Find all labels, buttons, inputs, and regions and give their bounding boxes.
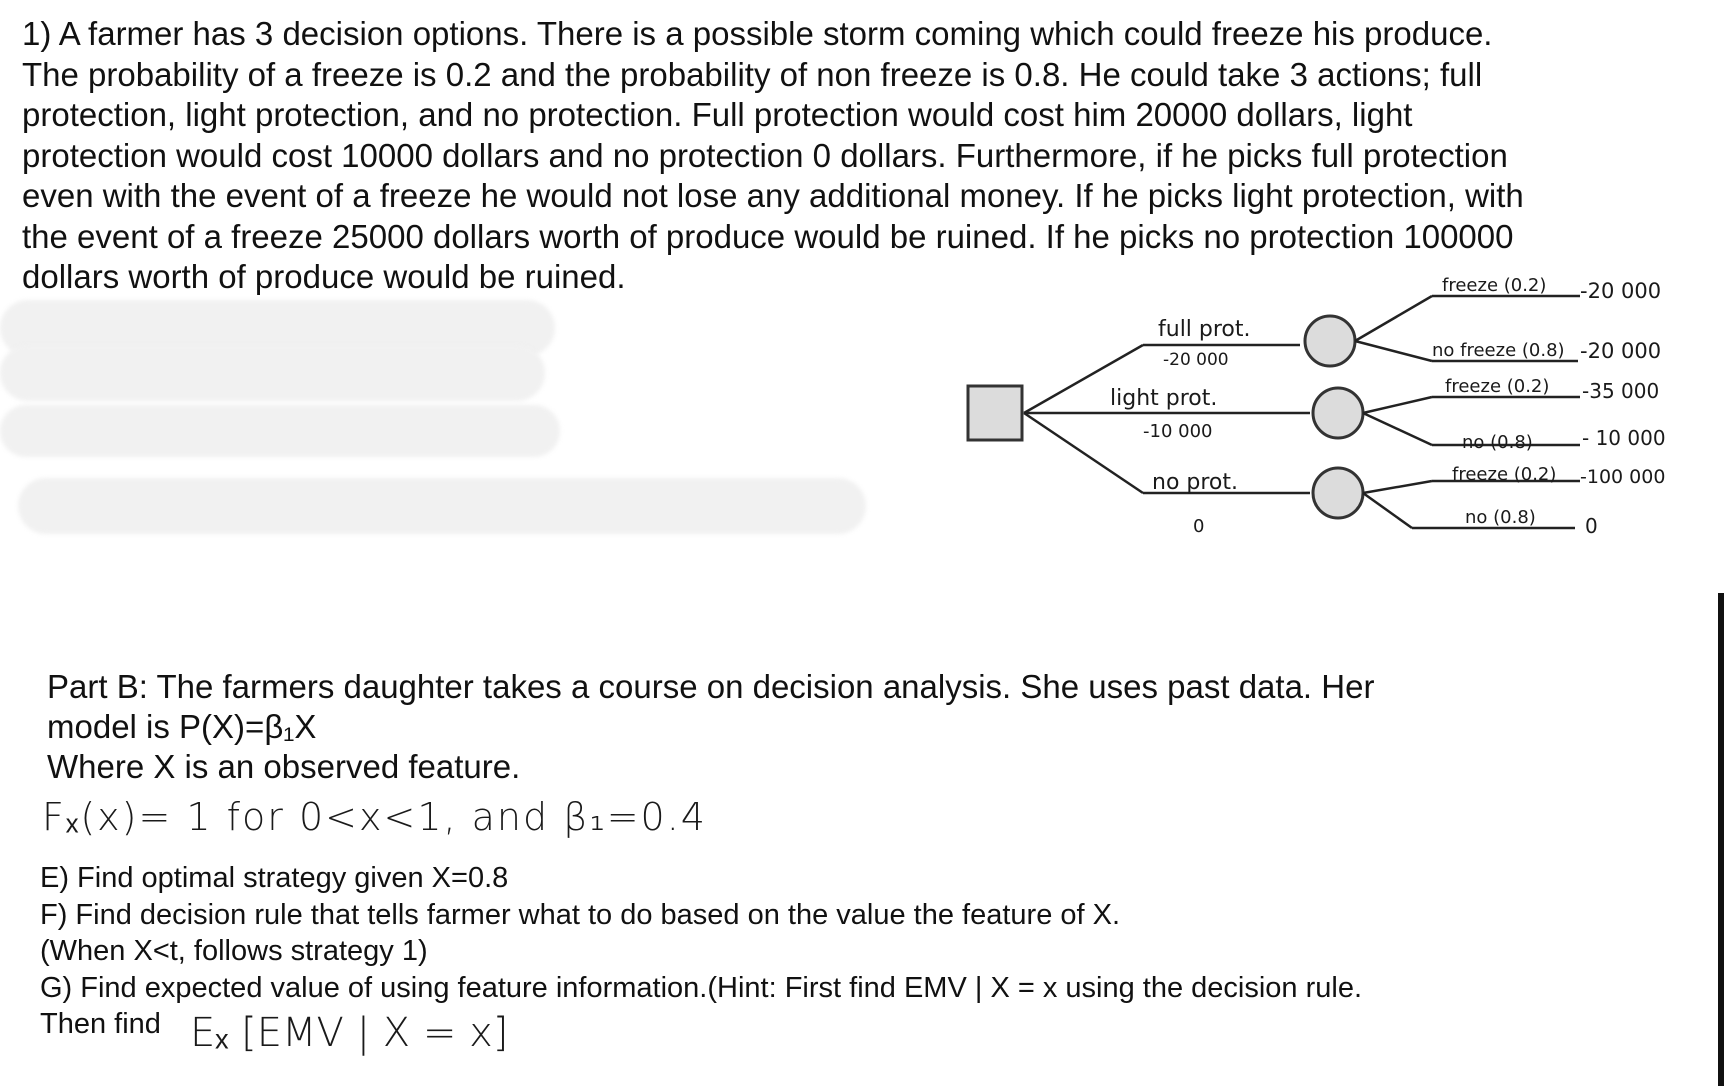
part-b bbox=[47, 667, 1374, 787]
action-label: light prot. bbox=[1110, 386, 1218, 411]
problem-line: protection would cost 10000 dollars and no protection 0 dollars. Furthermore, if he picks full protection bbox=[22, 136, 1508, 174]
outcome-label: freeze (0.2) bbox=[1452, 464, 1557, 485]
handwritten-formula: Eₓ [EMV | X = x] bbox=[190, 1010, 509, 1056]
question-g: G) Find expected value of using feature information.(Hint: First find EMV | X = x using the decision rule. bbox=[40, 971, 1363, 1004]
action-label: no prot. bbox=[1152, 470, 1239, 495]
problem-line: even with the event of a freeze he would not lose any additional money. If he picks light protection, with bbox=[22, 177, 1524, 214]
outcome-label: no (0.8) bbox=[1465, 507, 1536, 528]
action-label: full prot. bbox=[1158, 317, 1251, 342]
action-cost: 0 bbox=[1193, 516, 1205, 537]
problem-line: the event of a freeze 25000 dollars worth of produce would be ruined. If he picks no protection 100000 bbox=[22, 217, 1514, 255]
problem-line: 1) A farmer has 3 decision options. There is a possible storm coming which could freeze his produce. bbox=[22, 15, 1493, 52]
chance-node bbox=[1313, 388, 1363, 438]
question-g-then: Then find bbox=[40, 1008, 161, 1040]
decision-node bbox=[968, 386, 1022, 440]
outcome-label: freeze (0.2) bbox=[1442, 275, 1547, 296]
outcome-value: - 10 000 bbox=[1582, 426, 1666, 450]
scrollbar[interactable] bbox=[1718, 593, 1724, 1086]
outcome-label: no (0.8) bbox=[1462, 432, 1533, 453]
action-cost: -20 000 bbox=[1163, 350, 1229, 370]
outcome-value: 0 bbox=[1585, 514, 1598, 538]
action-cost: -10 000 bbox=[1143, 421, 1213, 442]
question-f-note: (When X<t, follows strategy 1) bbox=[40, 935, 428, 967]
outcome-label: freeze (0.2) bbox=[1445, 376, 1550, 397]
part-b-feature: Where X is an observed feature. bbox=[47, 748, 521, 785]
problem-line: dollars worth of produce would be ruined. bbox=[22, 258, 626, 295]
part-b-model: model is P(X)=β₁X bbox=[47, 708, 317, 745]
outcome-value: -20 000 bbox=[1580, 339, 1662, 363]
chance-node bbox=[1305, 316, 1355, 366]
question-e: E) Find optimal strategy given X=0.8 bbox=[40, 862, 509, 894]
problem-line: The probability of a freeze is 0.2 and the probability of non freeze is 0.8. He could take 3 actions; full bbox=[22, 55, 1483, 93]
handwritten-distribution: Fₓ(x)= 1 for 0<x<1, and β₁=0.4 bbox=[42, 795, 707, 839]
outcome-value: -100 000 bbox=[1580, 466, 1666, 488]
outcome-value: -20 000 bbox=[1580, 279, 1662, 303]
question-f: F) Find decision rule that tells farmer what to do based on the value the feature of X. bbox=[40, 898, 1121, 931]
chance-node bbox=[1313, 468, 1363, 518]
outcome-value: -35 000 bbox=[1582, 379, 1660, 403]
part-b-intro: Part B: The farmers daughter takes a course on decision analysis. She uses past data. Her bbox=[47, 668, 1375, 705]
problem-line: protection, light protection, and no protection. Full protection would cost him 20000 dollars, light bbox=[22, 96, 1413, 133]
outcome-label: no freeze (0.8) bbox=[1432, 340, 1565, 361]
